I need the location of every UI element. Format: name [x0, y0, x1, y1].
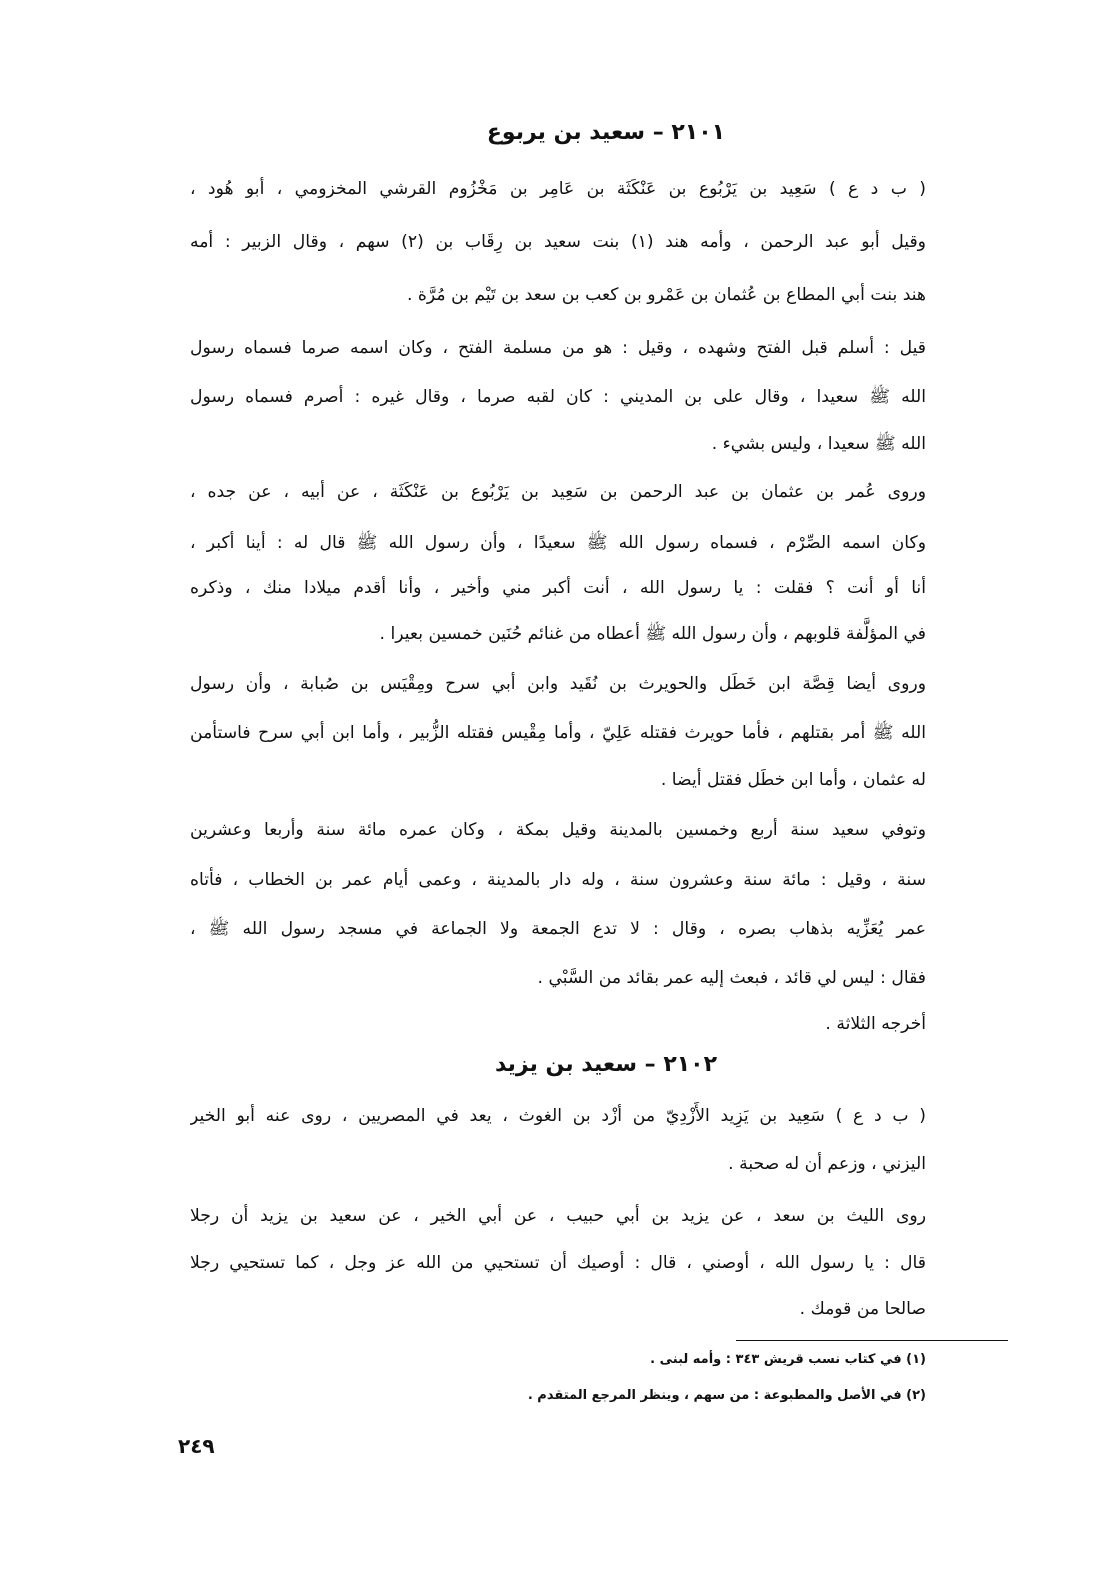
- footnote: (٢) في الأصل والمطبوعة : من سهم ، وينظر المرجع المتقدم .: [527, 1388, 926, 1403]
- entry-title: ٢١٠١ – سعيد بن يربوع: [486, 120, 726, 145]
- text-line: ( ب د ع ) سَعِيد بن يَرْبُوع بن عَنْكَثَة بن عَامِر بن مَخْزُوم القرشي المخزومي ، أبو هُود ،: [190, 179, 926, 199]
- text-line: قيل : أسلم قبل الفتح وشهده ، وقيل : هو من مسلمة الفتح ، وكان اسمه صرما فسماه رسول: [190, 338, 926, 358]
- text-line: في المؤلَّفة قلوبهم ، وأن رسول الله ﷺ أعطاه من غنائم حُنَين خمسين بعيرا .: [379, 624, 926, 644]
- text-line: صالحا من قومك .: [799, 1299, 926, 1319]
- text-line: اليزني ، وزعم أن له صحبة .: [728, 1154, 926, 1174]
- text-line: الله ﷺ سعيدا ، وقال على بن المديني : كان لقبه صرما ، وقال غيره : أصرم فسماه رسول: [190, 387, 926, 407]
- text-line: الله ﷺ أمر بقتلهم ، فأما حويرث فقتله عَلِيّ ، وأما مِقْيس فقتله الزُّبير ، وأما ابن أبي سرح فاستأمن: [190, 723, 926, 743]
- text-line: وروى أيضا قِصَّة ابن خَطَل والحويرث بن نُقَيد وابن أبي سرح ومِقْيَس بن صُبابة ، وأن رسول: [190, 674, 926, 694]
- text-line: فقال : ليس لي قائد ، فبعث إليه عمر بقائد من السَّبْي .: [537, 968, 926, 988]
- text-line: وقيل أبو عبد الرحمن ، وأمه هند (١) بنت سعيد بن رِقَاب بن (٢) سهم ، وقال الزبير : أمه: [190, 232, 926, 252]
- footnote: (١) في كتاب نسب قريش ٣٤٣ : وأمه لبنى .: [650, 1352, 926, 1367]
- text-line: أنا أو أنت ؟ فقلت : يا رسول الله ، أنت أكبر مني وأخير ، وأنا أقدم ميلادا منك ، وذكره: [190, 578, 926, 598]
- text-line: هند بنت أبي المطاع بن عُثمان بن عَمْرو بن كعب بن سعد بن تَيْم بن مُرَّة .: [406, 285, 926, 305]
- text-line: روى الليث بن سعد ، عن يزيد بن أبي حبيب ، عن أبي الخير ، عن سعيد بن يزيد أن رجلا: [190, 1206, 926, 1226]
- text-line: عمر يُعَزِّيه بذهاب بصره ، وقال : لا تدع الجمعة ولا الجماعة في مسجد رسول الله ﷺ ،: [190, 919, 926, 939]
- entry-title: ٢١٠٢ – سعيد بن يزيد: [494, 1052, 718, 1077]
- text-line: وتوفي سعيد سنة أربع وخمسين بالمدينة وقيل بمكة ، وكان عمره مائة سنة وأربعا وعشرين: [190, 820, 926, 840]
- text-line: قال : يا رسول الله ، أوصني ، قال : أوصيك أن تستحيي من الله عز وجل ، كما تستحيي رجلا: [190, 1253, 926, 1273]
- text-line: وكان اسمه الصِّرْم ، فسماه رسول الله ﷺ سعيدًا ، وأن رسول الله ﷺ قال له : أينا أكبر ،: [190, 533, 926, 553]
- text-line: أخرجه الثلاثة .: [825, 1014, 926, 1034]
- page-number: ٢٤٩: [178, 1434, 215, 1458]
- text-line: وروى عُمر بن عثمان بن عبد الرحمن بن سَعِيد بن يَرْبُوع بن عَنْكَثَة ، عن أبيه ، عن جده ،: [190, 482, 926, 502]
- text-line: له عثمان ، وأما ابن خطَل فقتل أيضا .: [660, 770, 926, 790]
- text-line: الله ﷺ سعيدا ، وليس بشيء .: [711, 434, 926, 454]
- text-line: سنة ، وقيل : مائة سنة وعشرون سنة ، وله دار بالمدينة ، وعمى أيام عمر بن الخطاب ، فأتاه: [190, 870, 926, 890]
- text-line: ( ب د ع ) سَعِيد بن يَزِيد الأَزْدِيّ من أزْد بن الغوث ، يعد في المصريين ، روى عنه أبو الخير: [190, 1106, 926, 1126]
- footnote-separator: [736, 1340, 1008, 1341]
